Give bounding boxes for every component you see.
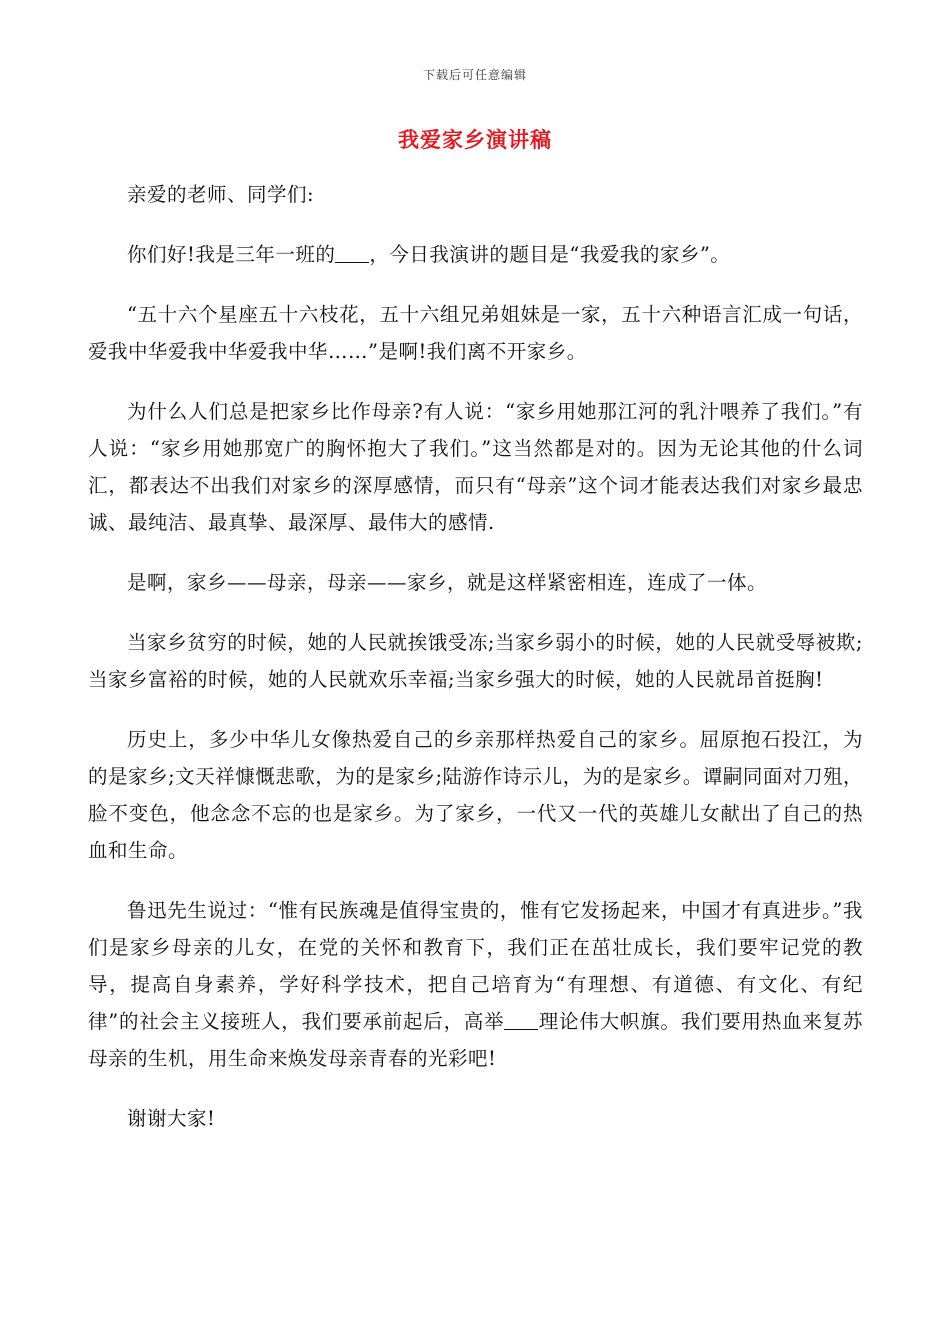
paragraph-fortunes: 当家乡贫穷的时候，她的人民就挨饿受冻;当家乡弱小的时候，她的人民就受辱被欺;当家乡富裕的时候，她的人民就欢乐幸福;当家乡强大的时候，她的人民就昂首挺胸! (88, 631, 863, 691)
paragraph-thanks: 谢谢大家! (127, 1107, 216, 1130)
paragraph-mother-metaphor: 为什么人们总是把家乡比作母亲?有人说：“家乡用她那江河的乳汁喂养了我们。”有人说：“家乡用她那宽广的胸怀抱大了我们。”这当然都是对的。因为无论其他的什么词汇，都表达不出我们对家乡的深厚感情，而只有“母亲”这个词才能表达我们对家乡最忠诚、最纯洁、最真挚、最深厚、最伟大的感情. (88, 400, 863, 534)
paragraph-luxun: 鲁迅先生说过：“惟有民族魂是值得宝贵的，惟有它发扬起来，中国才有真进步。”我们是家乡母亲的儿女，在党的关怀和教育下，我们正在茁壮成长，我们要牢记党的教导，提高自身素养，学好科学技术，把自己培育为“有理想、有道德、有文化、有纪律”的社会主义接班人，我们要承前起后，高举 理论伟大帜旗。我们要用热血来复苏母亲的生机，用生命来焕发母亲青春的光彩吧! (88, 899, 863, 1070)
document-title: 我爱家乡演讲稿 (398, 127, 552, 152)
document-body (88, 176, 863, 1160)
paragraph-unity: 是啊，家乡——母亲，母亲——家乡，就是这样紧密相连，连成了一体。 (127, 571, 768, 594)
fill-in-blank (335, 243, 369, 264)
paragraph-greeting: 亲爱的老师、同学们: (127, 183, 315, 206)
paragraph-intro: 你们好!我是三年一班的 ，今日我演讲的题目是“我爱我的家乡”。 (127, 243, 731, 266)
fill-in-blank (504, 1010, 538, 1031)
header-note: 下载后可任意编辑 (422, 68, 527, 82)
paragraph-history: 历史上，多少中华儿女像热爱自己的乡亲那样热爱自己的家乡。屈原抱石投江，为的是家乡;文天祥慷慨悲歌，为的是家乡;陆游作诗示儿，为的是家乡。谭嗣同面对刀殂，脸不变色，他念念不忘的也是家乡。为了家乡，一代又一代的英雄儿女献出了自己的热血和生命。 (88, 728, 863, 862)
paragraph-song: “五十六个星座五十六枝花，五十六组兄弟姐妹是一家，五十六种语言汇成一句话，爱我中华爱我中华爱我中华……”是啊!我们离不开家乡。 (88, 303, 863, 363)
